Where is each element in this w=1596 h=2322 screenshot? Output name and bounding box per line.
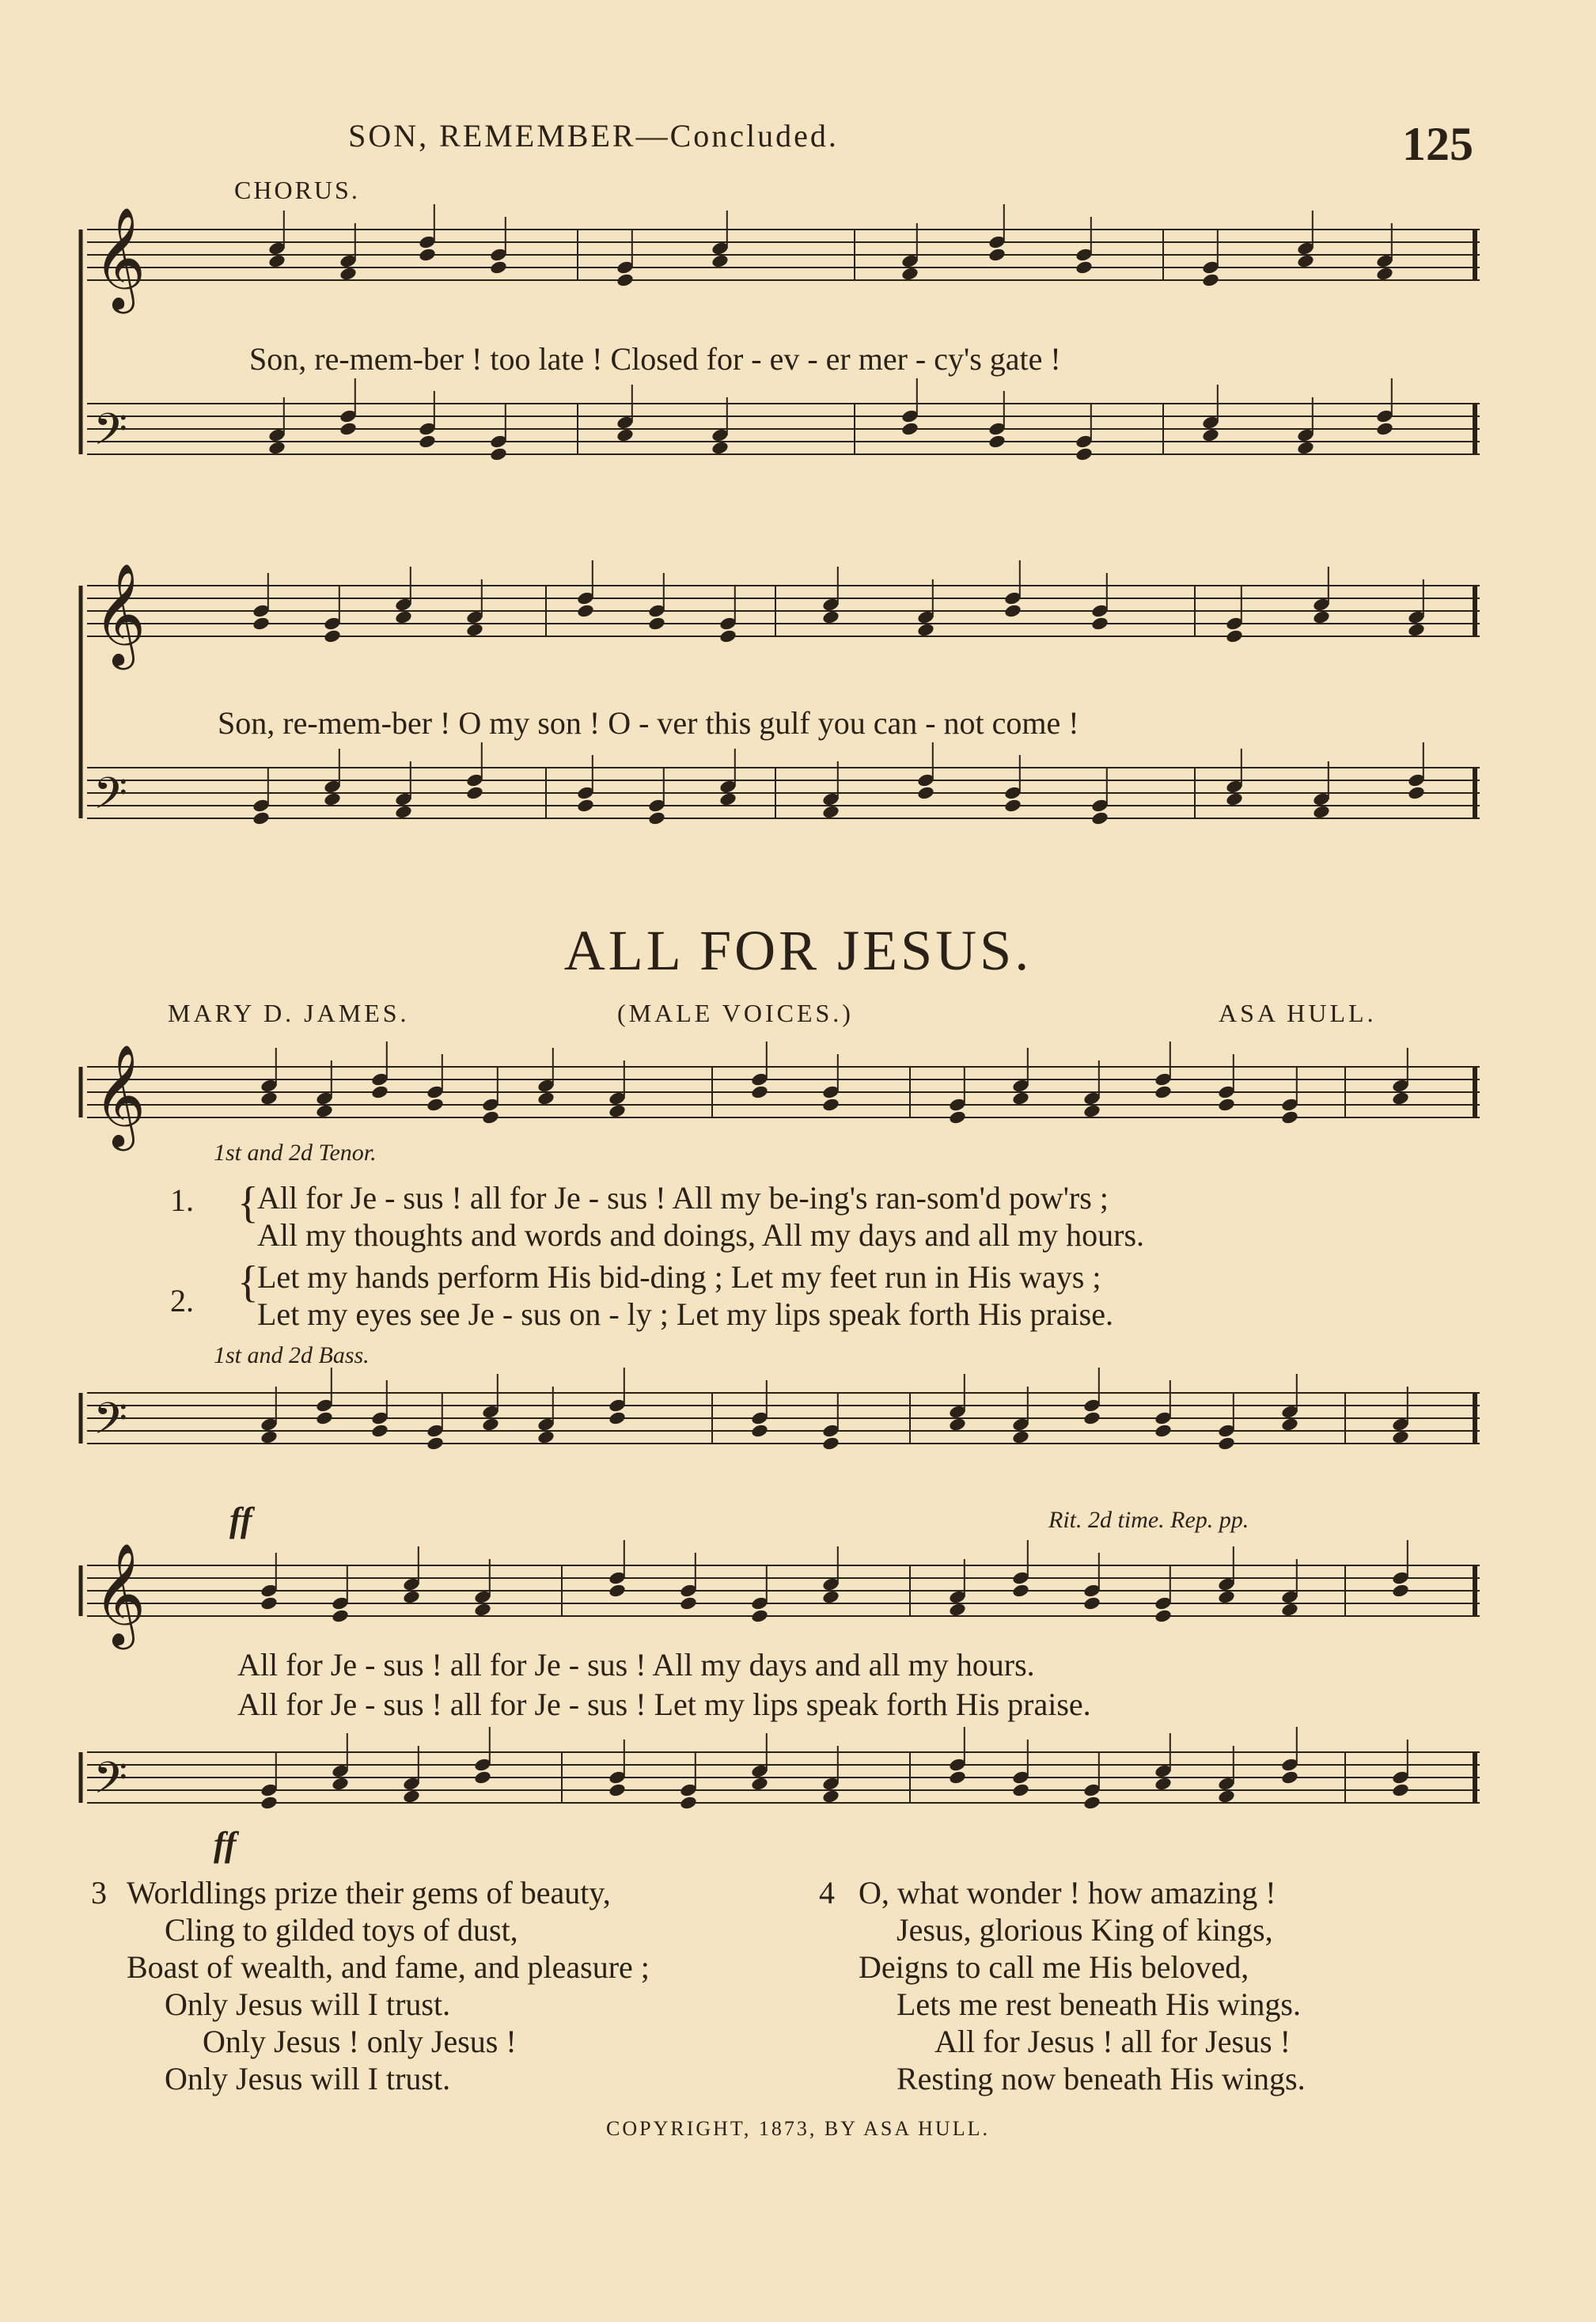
- note-head: [252, 810, 270, 825]
- lyrics-line-2: Son, re-mem-ber ! O my son ! O - ver this gulf you can - not come !: [218, 705, 1079, 741]
- note-head: [402, 1589, 420, 1604]
- note-head: [711, 253, 729, 268]
- bass-clef-icon: 𝄢: [93, 404, 128, 465]
- note-head: [711, 440, 729, 455]
- note-head: [536, 1429, 555, 1444]
- bass-clef-icon: 𝄢: [93, 1393, 128, 1455]
- stanza-3-line: Cling to gilded toys of dust,: [165, 1912, 518, 1948]
- note-head: [576, 798, 594, 813]
- song-title: ALL FOR JESUS.: [563, 919, 1033, 982]
- note-head: [1011, 1091, 1029, 1106]
- note-head: [489, 446, 507, 461]
- treble-clef-icon: 𝄞: [93, 563, 146, 666]
- dynamic-ff-bottom: ff: [214, 1825, 237, 1864]
- verse-2-line-2: Let my eyes see Je - sus on - ly ; Let my lips speak forth His praise.: [257, 1296, 1113, 1332]
- stanza-4-number: 4: [819, 1875, 835, 1910]
- copyright-notice: COPYRIGHT, 1873, BY ASA HULL.: [606, 2117, 990, 2140]
- stanza-3: [127, 1874, 650, 2097]
- composer-credit: ASA HULL.: [1219, 999, 1377, 1027]
- section-label-chorus: CHORUS.: [234, 176, 360, 204]
- note-head: [1296, 440, 1314, 455]
- note-head: [821, 1589, 840, 1604]
- note-head: [426, 1097, 444, 1112]
- note-head: [489, 260, 507, 275]
- note-head: [331, 1776, 349, 1791]
- note-head: [260, 1429, 278, 1444]
- note-head: [608, 1782, 626, 1797]
- note-head: [426, 1436, 444, 1451]
- note-head: [647, 810, 665, 825]
- stanza-4-line: O, what wonder ! how amazing !: [859, 1875, 1276, 1910]
- note-head: [900, 421, 919, 436]
- stanza-4-line: Jesus, glorious King of kings,: [897, 1912, 1273, 1948]
- note-head: [260, 1795, 278, 1810]
- note-head: [916, 622, 934, 637]
- treble-clef-icon: 𝄞: [93, 1044, 146, 1147]
- note-head: [1225, 628, 1243, 643]
- note-head: [331, 1608, 349, 1623]
- note-head: [1217, 1097, 1235, 1112]
- note-head: [1154, 1776, 1172, 1791]
- tenor-label: 1st and 2d Tenor.: [214, 1140, 377, 1166]
- bass-clef-icon: 𝄢: [93, 768, 128, 829]
- note-head: [1090, 810, 1109, 825]
- note-head: [315, 1103, 333, 1118]
- note-head: [821, 609, 840, 624]
- note-head: [948, 1110, 966, 1125]
- verse-2-line-1: Let my hands perform His bid-ding ; Let my feet run in His ways ;: [257, 1259, 1101, 1295]
- note-head: [260, 1091, 278, 1106]
- note-head: [1217, 1436, 1235, 1451]
- note-head: [1217, 1589, 1235, 1604]
- note-head: [473, 1770, 491, 1785]
- stanza-4-line: All for Jesus ! all for Jesus !: [934, 2024, 1291, 2059]
- note-head: [418, 434, 436, 449]
- note-head: [339, 421, 357, 436]
- note-head: [608, 1103, 626, 1118]
- stanza-3-line: Only Jesus will I trust.: [165, 1986, 451, 2022]
- verse-2-brace: {: [237, 1258, 259, 1307]
- note-head: [473, 1602, 491, 1617]
- note-head: [481, 1417, 499, 1432]
- treble-clef-icon: 𝄞: [93, 1542, 146, 1645]
- note-head: [821, 1097, 840, 1112]
- note-head: [1003, 798, 1022, 813]
- author-credit: MARY D. JAMES.: [168, 999, 410, 1027]
- music-system-3-treble: [71, 1044, 1488, 1147]
- note-head: [1225, 791, 1243, 806]
- note-head: [267, 440, 286, 455]
- note-head: [1082, 1795, 1101, 1810]
- note-head: [1280, 1110, 1298, 1125]
- note-head: [370, 1423, 389, 1438]
- rit-marking: Rit. 2d time. Rep. pp.: [1048, 1507, 1249, 1533]
- note-head: [1296, 253, 1314, 268]
- note-head: [679, 1795, 697, 1810]
- note-head: [1082, 1410, 1101, 1425]
- stanza-4: [859, 1874, 1306, 2097]
- treble-clef-icon: 𝄞: [93, 207, 146, 309]
- note-head: [647, 616, 665, 631]
- note-head: [402, 1789, 420, 1804]
- note-head: [576, 603, 594, 618]
- note-head: [1375, 421, 1393, 436]
- note-head: [394, 804, 412, 819]
- note-head: [1280, 1770, 1298, 1785]
- music-system-4-treble: [71, 1542, 1488, 1645]
- note-head: [418, 247, 436, 262]
- note-head: [608, 1583, 626, 1598]
- note-head: [1154, 1423, 1172, 1438]
- note-head: [1154, 1084, 1172, 1099]
- note-head: [821, 804, 840, 819]
- note-head: [536, 1091, 555, 1106]
- note-head: [339, 266, 357, 281]
- bass-label: 1st and 2d Bass.: [214, 1342, 370, 1368]
- note-head: [900, 266, 919, 281]
- music-system-4-bass: [71, 1733, 1488, 1852]
- note-head: [750, 1084, 768, 1099]
- refrain-line-2: All for Je - sus ! all for Je - sus ! Let my lips speak forth His praise.: [237, 1686, 1091, 1722]
- note-head: [465, 622, 483, 637]
- bass-clef-icon: 𝄢: [93, 1752, 128, 1814]
- note-head: [260, 1595, 278, 1611]
- note-head: [1082, 1103, 1101, 1118]
- note-head: [616, 272, 634, 287]
- note-head: [267, 253, 286, 268]
- note-head: [821, 1789, 840, 1804]
- note-head: [1217, 1789, 1235, 1804]
- note-head: [1011, 1583, 1029, 1598]
- voicing-note: (MALE VOICES.): [617, 999, 854, 1027]
- note-head: [1280, 1602, 1298, 1617]
- note-head: [1407, 622, 1425, 637]
- note-head: [1003, 603, 1022, 618]
- page-number: 125: [1402, 118, 1473, 170]
- note-head: [948, 1770, 966, 1785]
- stanza-3-line: Worldlings prize their gems of beauty,: [127, 1875, 611, 1910]
- note-head: [370, 1084, 389, 1099]
- note-head: [1391, 1091, 1409, 1106]
- note-head: [1391, 1583, 1409, 1598]
- verse-1-number: 1.: [170, 1182, 194, 1218]
- stanza-4-line: Lets me rest beneath His wings.: [897, 1986, 1301, 2022]
- note-head: [323, 791, 341, 806]
- note-head: [252, 616, 270, 631]
- note-head: [1011, 1429, 1029, 1444]
- note-head: [1082, 1595, 1101, 1611]
- note-head: [948, 1417, 966, 1432]
- stanza-3-line: Only Jesus ! only Jesus !: [203, 2024, 517, 2059]
- note-head: [481, 1110, 499, 1125]
- note-head: [1075, 446, 1093, 461]
- stanza-3-line: Only Jesus will I trust.: [165, 2061, 451, 2096]
- note-head: [465, 785, 483, 800]
- note-head: [1075, 260, 1093, 275]
- note-head: [750, 1776, 768, 1791]
- note-head: [323, 628, 341, 643]
- stanza-4-line: Resting now beneath His wings.: [897, 2061, 1306, 2096]
- note-head: [718, 791, 737, 806]
- note-head: [1312, 609, 1330, 624]
- note-head: [1391, 1782, 1409, 1797]
- note-head: [1391, 1429, 1409, 1444]
- note-head: [821, 1436, 840, 1451]
- note-head: [1280, 1417, 1298, 1432]
- note-head: [750, 1608, 768, 1623]
- note-head: [718, 628, 737, 643]
- note-head: [616, 427, 634, 442]
- note-head: [1090, 616, 1109, 631]
- note-head: [1154, 1608, 1172, 1623]
- stanza-4-line: Deigns to call me His beloved,: [859, 1949, 1249, 1985]
- note-head: [315, 1410, 333, 1425]
- note-head: [988, 434, 1006, 449]
- note-head: [1312, 804, 1330, 819]
- note-head: [1201, 427, 1219, 442]
- verse-1-line-2: All my thoughts and words and doings, All my days and all my hours.: [257, 1217, 1145, 1253]
- note-head: [394, 609, 412, 624]
- note-head: [916, 785, 934, 800]
- note-head: [948, 1602, 966, 1617]
- note-head: [1201, 272, 1219, 287]
- dynamic-ff-top: ff: [229, 1501, 252, 1539]
- stanza-3-line: Boast of wealth, and fame, and pleasure ;: [127, 1949, 650, 1985]
- verse-1-line-1: All for Je - sus ! all for Je - sus ! All my be-ing's ran-som'd pow'rs ;: [257, 1180, 1109, 1216]
- music-system-3-bass: [71, 1369, 1488, 1488]
- note-head: [679, 1595, 697, 1611]
- lyrics-line-1: Son, re-mem-ber ! too late ! Closed for - ev - er mer - cy's gate !: [249, 341, 1061, 377]
- verse-1-brace: {: [237, 1178, 259, 1227]
- note-head: [1407, 785, 1425, 800]
- refrain-line-1: All for Je - sus ! all for Je - sus ! All my days and all my hours.: [237, 1647, 1035, 1683]
- stanza-3-number: 3: [91, 1875, 107, 1910]
- note-head: [1011, 1782, 1029, 1797]
- note-head: [988, 247, 1006, 262]
- note-head: [1375, 266, 1393, 281]
- note-head: [750, 1423, 768, 1438]
- note-head: [608, 1410, 626, 1425]
- verse-2-number: 2.: [170, 1283, 194, 1318]
- running-title: SON, REMEMBER—Concluded.: [348, 118, 839, 154]
